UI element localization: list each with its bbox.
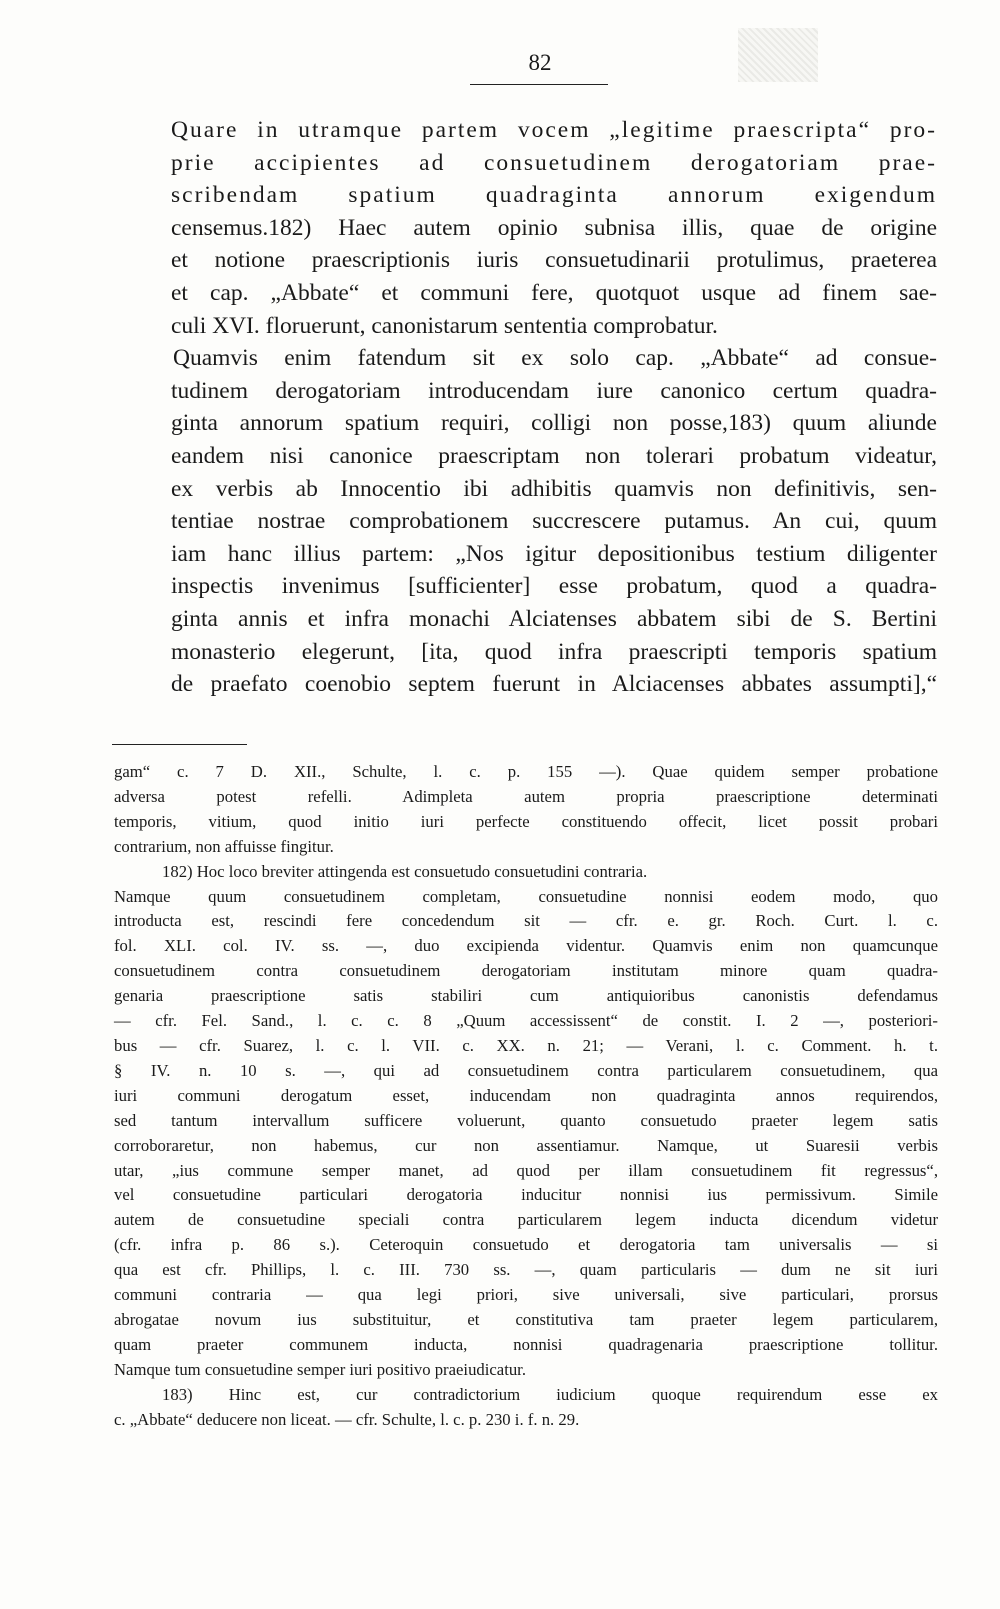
text-line: Quare in utramque partem vocem „legitime praescripta“ pro-: [171, 117, 937, 143]
footnote-line: sed tantum intervallum sufficere voluerunt, quanto consuetudo praeter legem satis: [114, 1110, 938, 1130]
text-line: prie accipientes ad consuetudinem derogatoriam prae-: [171, 149, 937, 176]
footnote-line: adversa potest refelli. Adimpleta autem propria praescriptione determinati: [114, 786, 938, 806]
footnote-line: bus — cfr. Suarez, l. c. l. VII. c. XX. n. 21; — Verani, l. c. Comment. h. t.: [114, 1035, 938, 1055]
footnote-line: autem de consuetudine speciali contra particularem legem inducta dicendum videtur: [114, 1210, 938, 1230]
page-number-rule: [470, 84, 608, 85]
footnote-separator: [112, 744, 247, 745]
footnote-line: communi contraria — qua legi priori, sive universali, sive particulari, prorsus: [114, 1285, 938, 1305]
footnote-line: quam praeter communem inducta, nonnisi quadragenaria praescriptione tollitur.: [114, 1334, 938, 1354]
text-line: scribendam spatium quadraginta annorum exigendum: [171, 182, 937, 209]
text-line: de praefato coenobio septem fuerunt in Alciacenses abbates assumpti],“: [171, 671, 937, 698]
text-line: et notione praescriptionis iuris consuetudinarii protulimus, praeterea: [171, 247, 937, 274]
text-line: eandem nisi canonice praescriptam non tolerari probatum videatur,: [171, 442, 937, 469]
text-line: tentiae nostrae comprobationem succrescere putamus. An cui, quum: [171, 508, 937, 535]
footnote-line: Namque quum consuetudinem completam, consuetudine nonnisi eodem modo, quo: [114, 886, 938, 906]
footnote-line: genaria praescriptione satis stabiliri cum antiquioribus canonistis defendamus: [114, 986, 938, 1006]
footnote-line: utar, „ius commune semper manet, ad quod per illam consuetudinem fit regressus“,: [114, 1160, 938, 1180]
library-stamp: [738, 28, 818, 82]
text-line: iam hanc illius partem: „Nos igitur depositionibus testium diligenter: [171, 540, 937, 567]
footnote-line: Namque tum consuetudine semper iuri positivo praeiudicatur.: [114, 1359, 526, 1379]
footnote-line: — cfr. Fel. Sand., l. c. c. 8 „Quum accessissent“ de constit. I. 2 —, posteriori-: [114, 1011, 938, 1031]
footnote-line: c. „Abbate“ deducere non liceat. — cfr. Schulte, l. c. p. 230 i. f. n. 29.: [114, 1409, 580, 1429]
footnote-line: abrogatae novum ius substituitur, et constitutiva tam praeter legem particularem,: [114, 1309, 938, 1329]
footnotes: [114, 760, 938, 1432]
footnote-line: 183) Hinc est, cur contradictorium iudicium quoque requirendum esse ex: [162, 1384, 938, 1404]
footnote-line: corroboraretur, non habemus, cur non assentiamur. Namque, ut Suaresii verbis: [114, 1135, 938, 1155]
footnote-line: fol. XLI. col. IV. ss. —, duo excipienda videntur. Quamvis enim non quamcunque: [114, 936, 938, 956]
text-line: ex verbis ab Innocentio ibi adhibitis quamvis non definitivis, sen-: [171, 475, 937, 502]
footnote-line: consuetudinem contra consuetudinem derogatoriam institutam minore quam quadra-: [114, 961, 938, 981]
text-line: censemus.182) Haec autem opinio subnisa illis, quae de origine: [171, 214, 937, 241]
footnote-line: contrarium, non affuisse fingitur.: [114, 836, 334, 856]
footnote-line: gam“ c. 7 D. XII., Schulte, l. c. p. 155 —). Quae quidem semper probatione: [114, 762, 938, 781]
footnote-line: temporis, vitium, quod initio iuri perfecte constituendo offecit, licet possit probari: [114, 811, 938, 831]
text-line: monasterio elegerunt, [ita, quod infra praescripti temporis spatium: [171, 638, 937, 665]
footnote-line: iuri communi derogatum esset, inducendam non quadraginta annos requirendos,: [114, 1085, 938, 1105]
footnote-line: § IV. n. 10 s. —, qui ad consuetudinem contra particularem consuetudinem, qua: [114, 1060, 938, 1080]
text-line: ginta annis et infra monachi Alciatenses abbatem sibi de S. Bertini: [171, 605, 937, 632]
page-number: 82: [528, 50, 552, 75]
text-line: tudinem derogatoriam introducendam iure canonico certum quadra-: [171, 377, 937, 404]
text-line: culi XVI. floruerunt, canonistarum sententia comprobatur.: [171, 312, 718, 339]
footnote-line: qua est cfr. Phillips, l. c. III. 730 ss. —, quam particularis — dum ne sit iuri: [114, 1260, 938, 1280]
footnote-line: introducta est, rescindi fere concedendum sit — cfr. e. gr. Roch. Curt. l. c.: [114, 911, 938, 931]
text-line: ginta annorum spatium requiri, colligi non posse,183) quum aliunde: [171, 410, 937, 437]
main-text: [171, 114, 937, 701]
footnote-line: 182) Hoc loco breviter attingenda est consuetudo consuetudini contraria.: [162, 861, 648, 881]
footnote-line: vel consuetudine particulari derogatoria inducitur nonnisi ius permissivum. Simile: [114, 1185, 938, 1205]
text-line: et cap. „Abbate“ et communi fere, quotquot usque ad finem sae-: [171, 279, 937, 306]
footnote-line: (cfr. infra p. 86 s.). Ceteroquin consuetudo et derogatoria tam universalis — si: [114, 1235, 938, 1255]
text-line: inspectis invenimus [sufficienter] esse probatum, quod a quadra-: [171, 573, 937, 600]
text-line: Quamvis enim fatendum sit ex solo cap. „Abbate“ ad consue-: [173, 345, 937, 372]
